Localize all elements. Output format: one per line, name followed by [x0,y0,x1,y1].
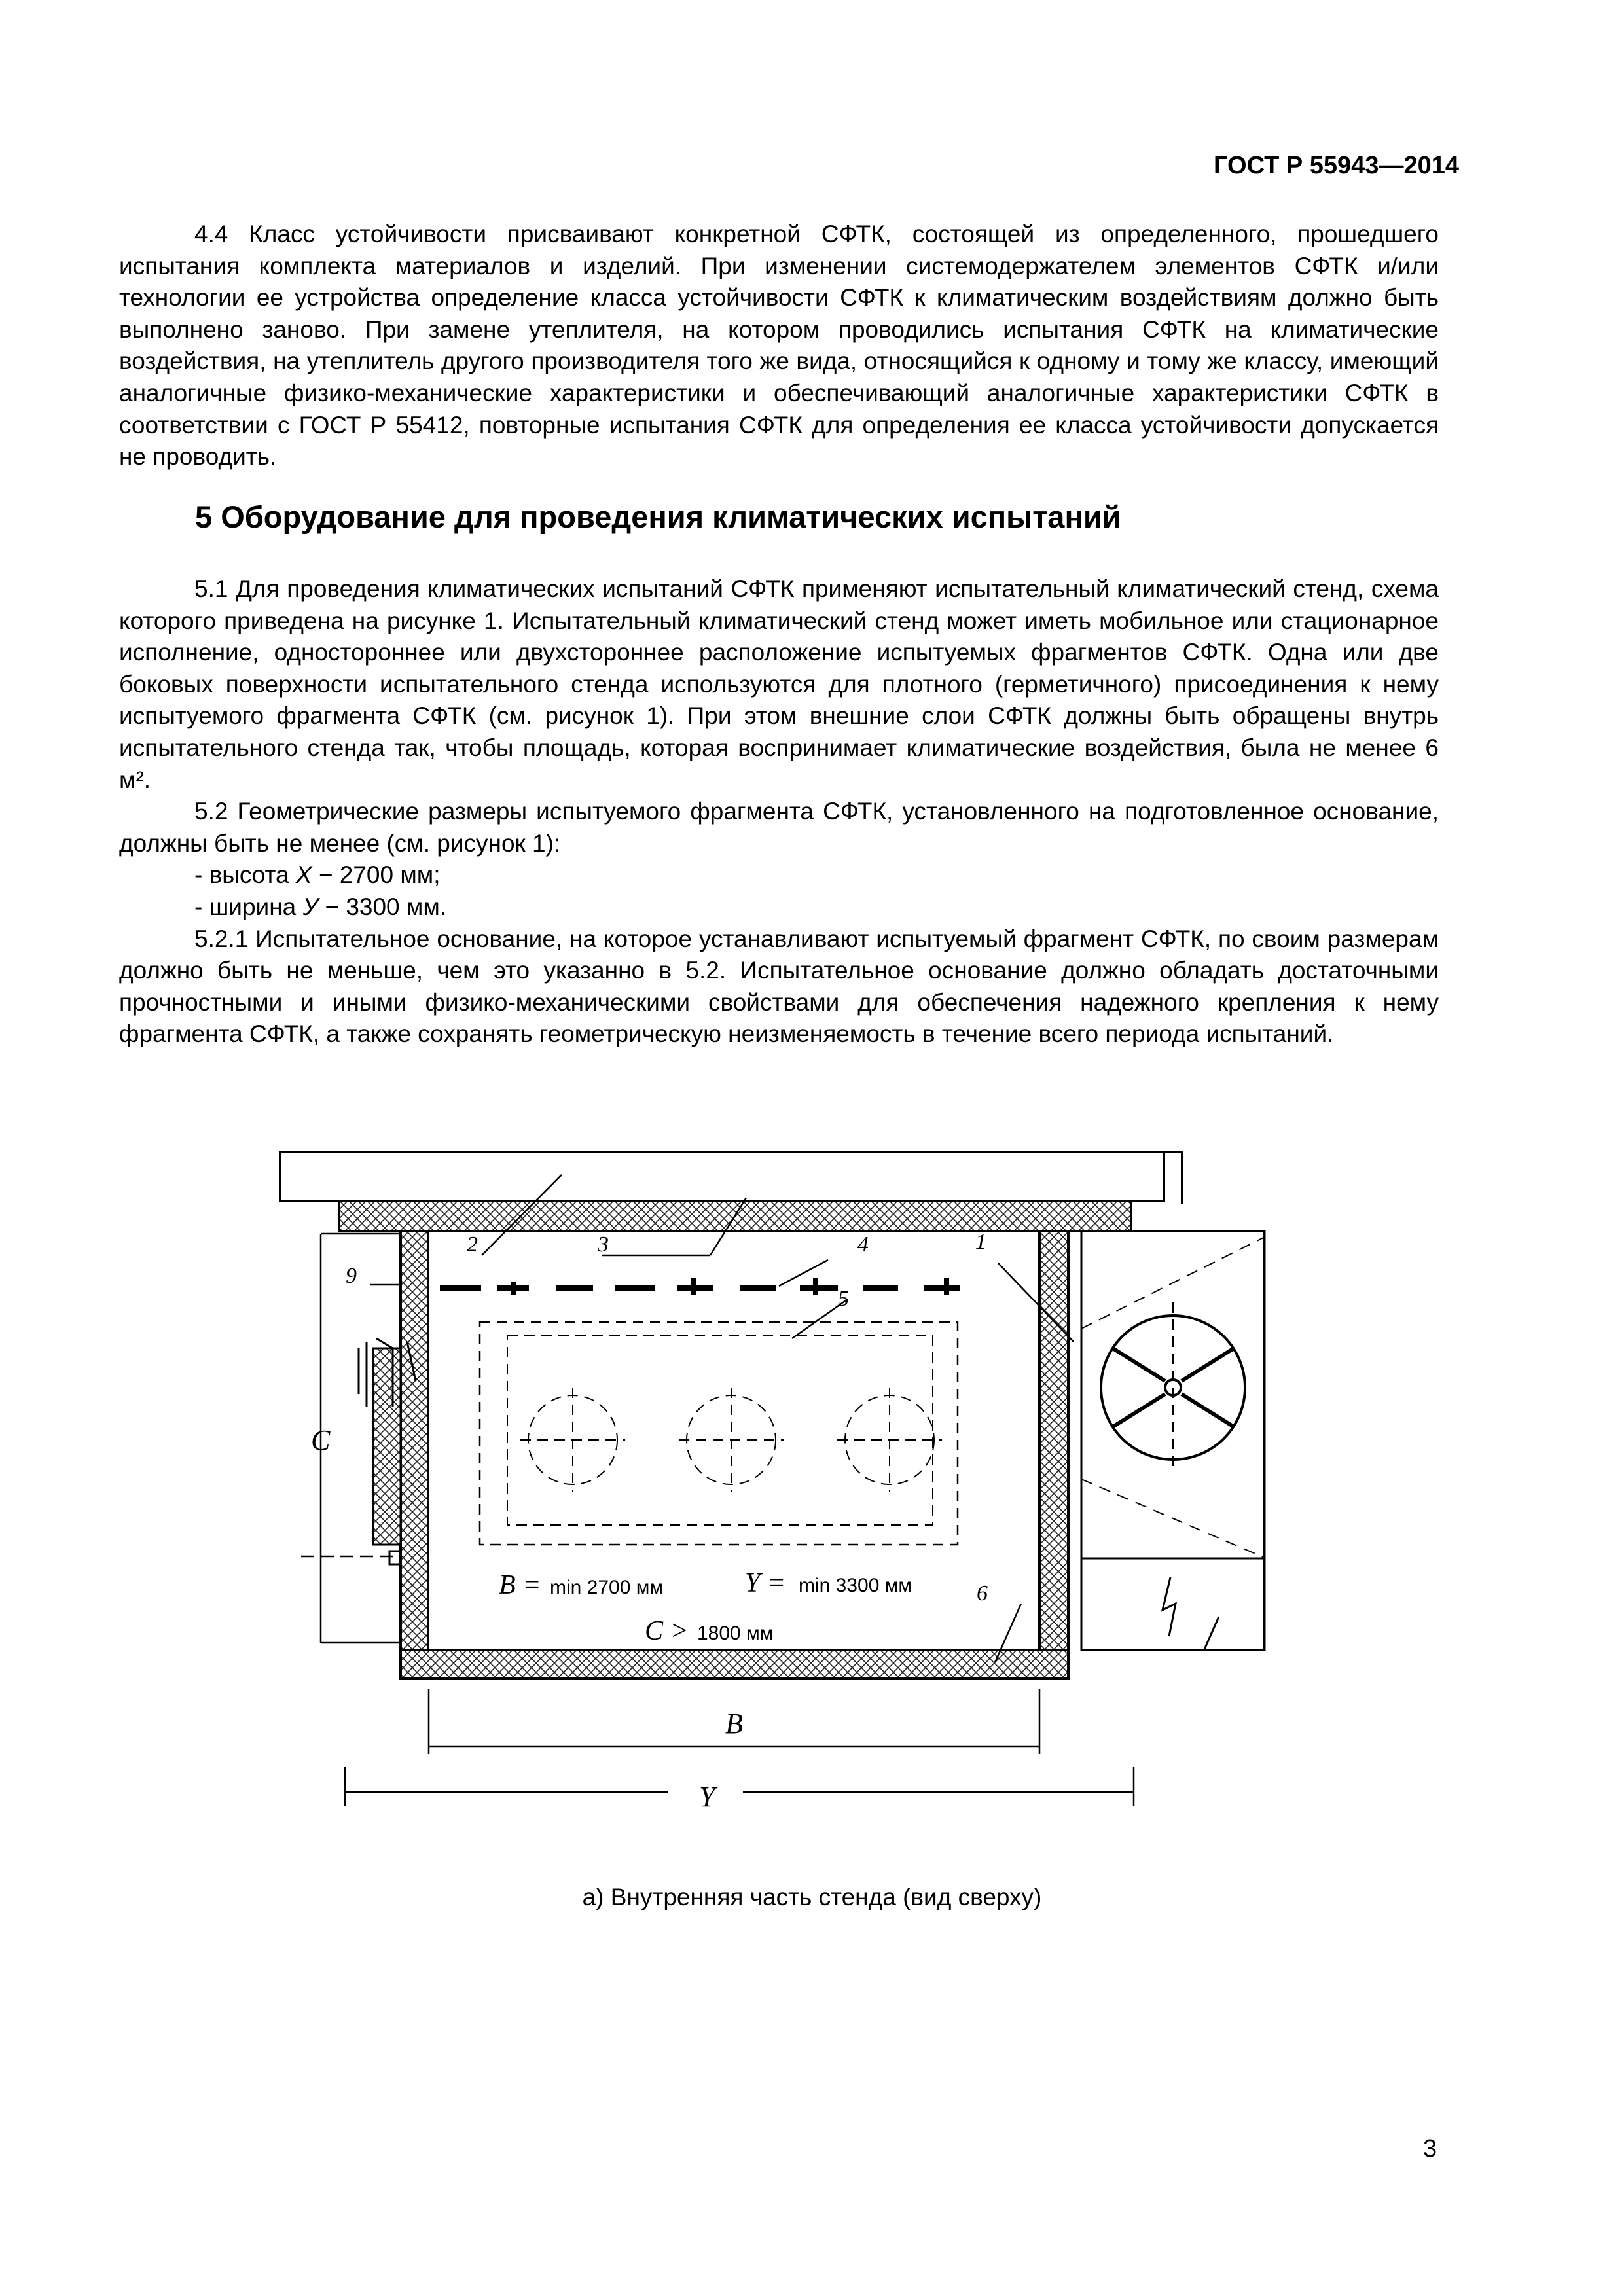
callout-3: 3 [598,1232,609,1257]
dim-label-y: Y [699,1781,715,1813]
door-panel [373,1348,401,1545]
callout-1: 1 [975,1230,986,1254]
paragraph-5-1: 5.1 Для проведения климатических испытаний СФТК применяют испытательный климатический стенд, схема которого приведена на рисунке 1. Испытательный климатический стенд может иметь мобильное или стационарное исполнение, одностороннее или двухстороннее расположение испытуемых фрагментов СФТК. Одна или две боковых поверхности испытательного стенда используются для плотного (герметичного) присоединения к нему испытуемого фрагмента СФТК (см. рисунок 1). При этом внешние слои СФТК должны быть обращены внутрь испытательного стенда так, чтобы площадь, которая воспринимает климатические воздействия, была не менее 6 м². [119,575,1439,793]
top-plate [280,1152,1182,1204]
note-y-variable: Y = [745,1568,786,1598]
dim-label-c: C [311,1424,331,1456]
section-5-title: 5 Оборудование для проведения климатических испытаний [195,499,1121,534]
fan-unit [1081,1231,1265,1650]
callout-9: 9 [346,1264,357,1288]
note-c-variable: C > [645,1616,689,1646]
callout-6: 6 [977,1581,988,1605]
note-c-value: 1800 мм [697,1623,774,1644]
callout-5: 5 [838,1287,849,1311]
note-b-variable: B = [499,1570,541,1600]
right-wall-insulation [1039,1231,1068,1650]
paragraph-4-4-block [119,219,1439,473]
list-item-height: - высота X − 2700 мм; [194,861,441,889]
nozzle-row [440,1278,960,1295]
paragraph-5-2: 5.2 Геометрические размеры испытуемого фрагмента СФТК, установленного на подготовленное основание, должны быть не менее (см. рисунок 1): [119,798,1439,857]
paragraph-4-4: 4.4 Класс устойчивости присваивают конкретной СФТК, состоящей из определенного, прошедшего испытания комплекта материалов и изделий. При изменении системодержателем элементов СФТК и/или технологии ее устройства определение класса устойчивости СФТК к климатическим воздействиям должно быть выполнено заново. При замене утеплителя, на котором проводились испытания СФТК на климатические воздействия, на утеплитель другого производителя того же вида, относящийся к одному и тому же классу, имеющий аналогичные физико-механические характеристики и обеспечивающий аналогичные характеристики СФТК в соответствии с ГОСТ Р 55412, повторные испытания СФТК для определения ее класса устойчивости допускается не проводить. [119,221,1439,471]
test-area-outline [480,1322,958,1545]
page-number: 3 [1423,2135,1437,2162]
electric-icon [1163,1577,1176,1636]
paragraph-5-2-1: 5.2.1 Испытательное основание, на которое устанавливают испытуемый фрагмент СФТК, по своим размерам должно быть не меньше, чем это указанно в 5.2. Испытательное основание должно обладать достаточными прочностными и иными физико-механическими свойствами для обеспечения надежного крепления к нему фрагмента СФТК, а также сохранять геометрическую неизменяемость в течение всего периода испытаний. [119,925,1439,1048]
bottom-wall-insulation [401,1650,1068,1679]
callout-2: 2 [467,1232,478,1257]
list-item-width: - ширина У − 3300 мм. [194,893,447,920]
doc-header: ГОСТ Р 55943—2014 [1214,152,1459,179]
figure-caption: а) Внутренняя часть стенда (вид сверху) [582,1884,1042,1910]
dim-label-b: B [725,1708,743,1740]
note-b-value: min 2700 мм [550,1577,663,1598]
note-y-value: min 3300 мм [799,1575,912,1596]
figure-test-stand-top-view [0,1113,1624,1852]
left-wall-insulation [401,1231,428,1650]
callout-4: 4 [857,1232,869,1257]
section-5-body [119,573,1439,1050]
